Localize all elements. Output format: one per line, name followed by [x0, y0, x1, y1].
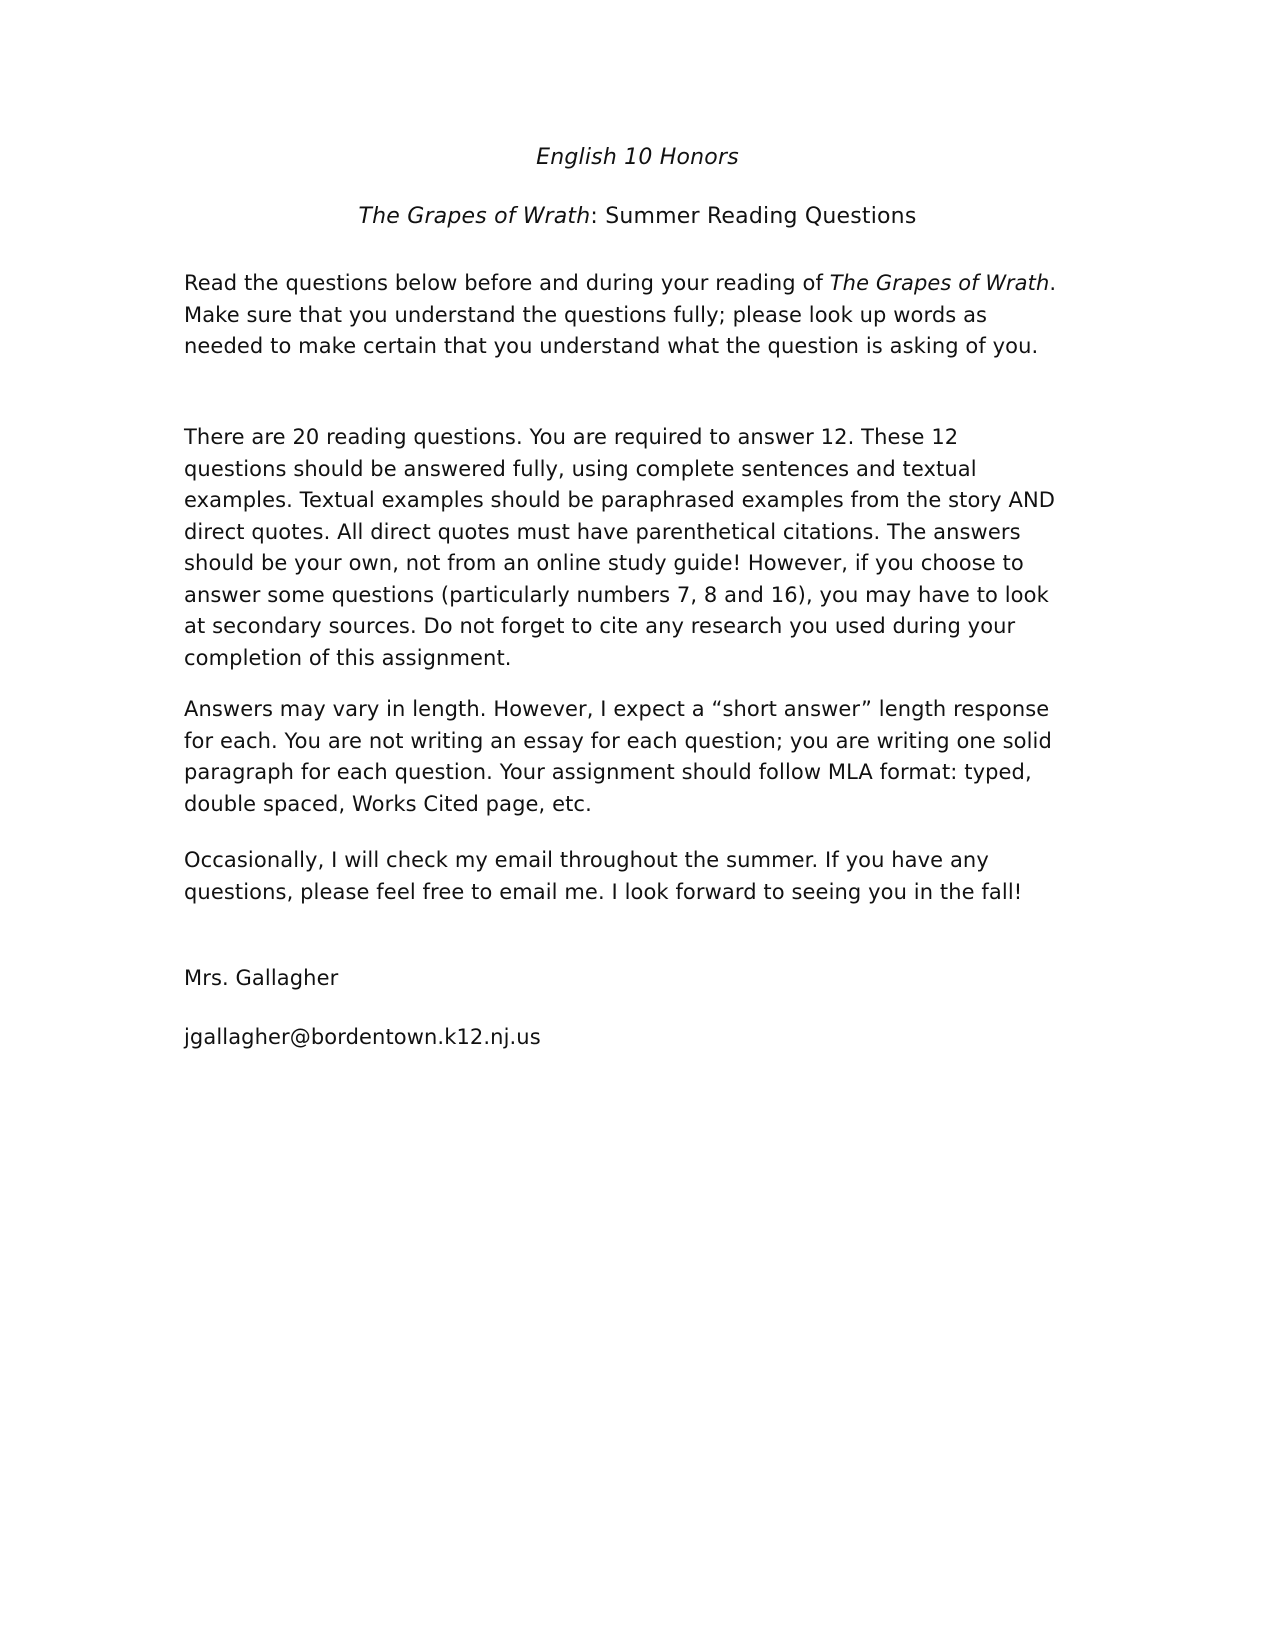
intro-paragraph — [184, 268, 1064, 363]
intro-text-before: Read the questions below before and during your reading of — [184, 271, 830, 295]
title-suffix: : Summer Reading Questions — [590, 204, 917, 229]
intro-text-after: . Make sure that you understand the questions fully; please look up words as needed to make certain that you understand what the question is asking of you. — [184, 271, 1057, 358]
signature-email: jgallagher@bordentown.k12.nj.us — [184, 1025, 541, 1049]
document-title — [0, 204, 1275, 229]
intro-book-title: The Grapes of Wrath — [829, 271, 1050, 295]
length-paragraph: Answers may vary in length. However, I expect a “short answer” length response for each. You are not writing an essay for each question; you are writing one solid paragraph for each question. Your assignment should follow MLA format: typed, double spaced, Works Cited page, etc. — [184, 697, 1052, 816]
contact-paragraph: Occasionally, I will check my email throughout the summer. If you have any questions, please feel free to email me. I look forward to seeing you in the fall! — [184, 848, 1023, 904]
signature-name: Mrs. Gallagher — [184, 966, 339, 990]
requirements-paragraph: There are 20 reading questions. You are required to answer 12. These 12 questions should be answered fully, using complete sentences and textual examples. Textual examples should be paraphrased examples from the story AND direct quotes. All direct quotes must have parenthetical citations. The answers should be your own, not from an online study guide! However, if you choose to answer some questions (particularly numbers 7, 8 and 16), you may have to look at secondary sources. Do not forget to cite any research you used during your completion of this assignment. — [184, 425, 1056, 670]
book-title: The Grapes of Wrath — [358, 204, 591, 229]
course-title: English 10 Honors — [536, 145, 739, 170]
